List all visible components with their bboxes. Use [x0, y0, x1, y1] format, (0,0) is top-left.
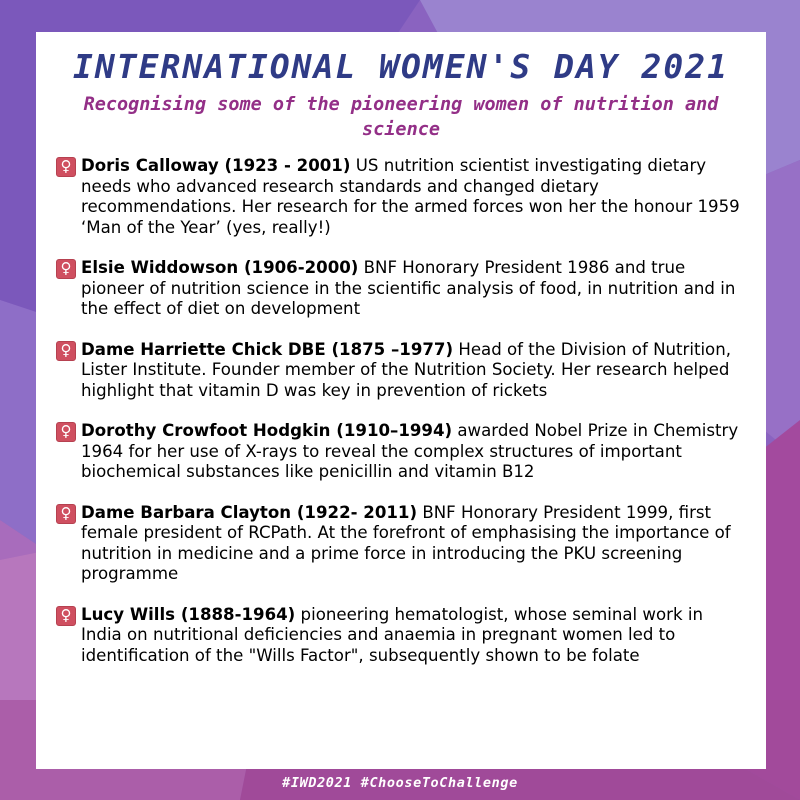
- entry-text: [81, 258, 746, 320]
- female-symbol-icon: ♀: [56, 259, 76, 279]
- list-item: [56, 340, 746, 402]
- entry-description: US nutrition scientist investigating dietary needs who advanced research standards and changed dietary recommendations. Her research for the armed forces won her the honour 1959 ‘Man of the Year’ (yes, really!): [81, 156, 740, 237]
- content-card: [36, 32, 766, 769]
- list-item: [56, 421, 746, 483]
- list-item: [56, 156, 746, 238]
- entry-name: Doris Calloway (1923 - 2001): [81, 156, 351, 175]
- women-list: [56, 156, 746, 666]
- entry-name: Dame Barbara Clayton (1922- 2011): [81, 502, 418, 522]
- page-subtitle: Recognising some of the pioneering women of nutrition and science: [83, 94, 719, 140]
- list-item: [56, 258, 746, 320]
- female-symbol-icon: ♀: [56, 606, 76, 626]
- entry-description: BNF Honorary President 1986 and true pioneer of nutrition science in the scientific analysis of food, in nutrition and in the effect of diet on development: [81, 258, 736, 318]
- female-symbol-icon: ♀: [56, 341, 76, 361]
- entry-text: [81, 605, 746, 667]
- female-symbol-icon: ♀: [56, 504, 76, 524]
- entry-description: awarded Nobel Prize in Chemistry 1964 for her use of X-rays to reveal the complex structures of important biochemical substances like penicillin and vitamin B12: [81, 421, 739, 481]
- entry-text: [81, 503, 746, 585]
- page-title: INTERNATIONAL WOMEN'S DAY 2021: [72, 47, 730, 86]
- entry-description: Head of the Division of Nutrition, Lister Institute. Founder member of the Nutrition Society. Her research helped highlight that vitamin D was key in prevention of rickets: [81, 339, 731, 400]
- entry-text: [81, 156, 746, 238]
- entry-name: Elsie Widdowson (1906-2000): [81, 258, 359, 277]
- entry-text: [81, 421, 746, 483]
- entry-name: Dorothy Crowfoot Hodgkin (1910–1994): [81, 421, 453, 440]
- entry-description: BNF Honorary President 1999, first female president of RCPath. At the forefront of emphasising the importance of nutrition in medicine and a prime force in introducing the PKU screening programme: [81, 502, 731, 583]
- hashtag-footer: #IWD2021 #ChooseToChallenge: [282, 775, 518, 791]
- entry-name: Dame Harriette Chick DBE (1875 –1977): [81, 339, 454, 359]
- list-item: [56, 605, 746, 667]
- entry-text: [81, 340, 746, 402]
- female-symbol-icon: ♀: [56, 157, 76, 177]
- entry-name: Lucy Wills (1888-1964): [81, 604, 296, 624]
- list-item: [56, 503, 746, 585]
- entry-description: pioneering hematologist, whose seminal work in India on nutritional deficiencies and anaemia in pregnant women led to identification of the "Wills Factor", subsequently shown to be folate: [81, 604, 703, 665]
- female-symbol-icon: ♀: [56, 422, 76, 442]
